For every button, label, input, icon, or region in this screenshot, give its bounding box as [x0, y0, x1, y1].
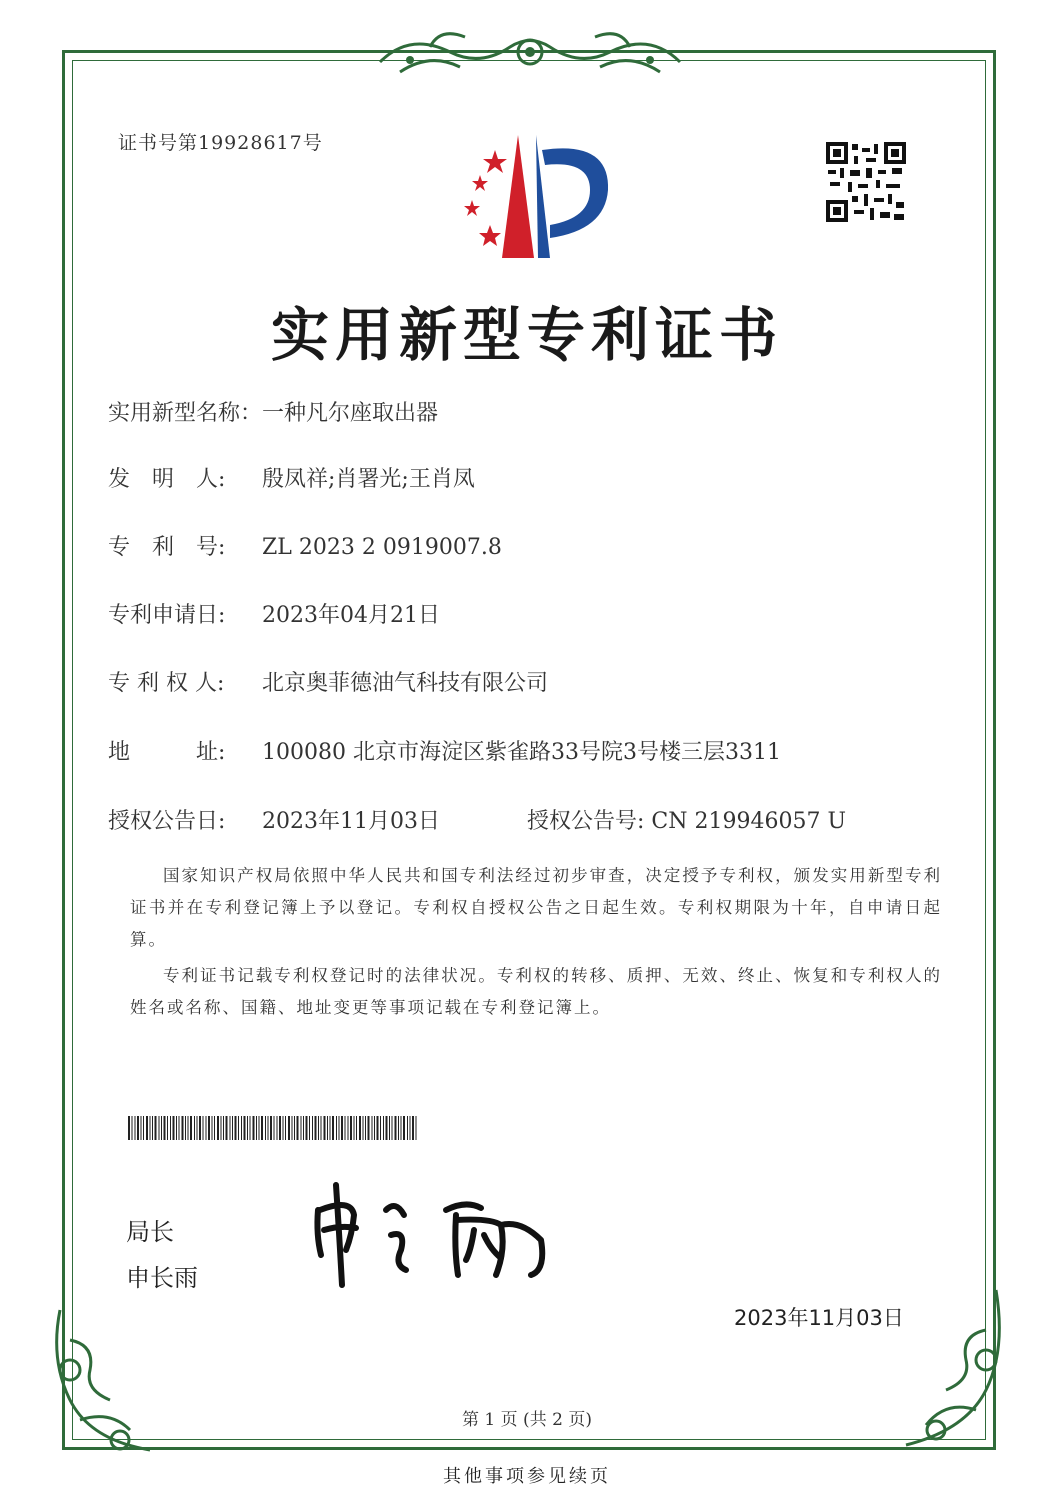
barcode-bar: [292, 1116, 293, 1140]
barcode-bar: [330, 1116, 331, 1140]
barcode-bar: [365, 1116, 366, 1140]
barcode-bar: [383, 1116, 384, 1140]
barcode-bar: [167, 1116, 168, 1140]
page-number: 第 1 页 (共 2 页): [462, 1410, 592, 1430]
barcode-bar: [214, 1116, 215, 1140]
barcode-bar: [265, 1116, 266, 1140]
field-value: CN 219946057 U: [651, 809, 847, 834]
barcode-bar: [132, 1116, 133, 1140]
barcode-bar: [261, 1116, 263, 1140]
barcode-bar: [230, 1116, 231, 1140]
barcode-bar: [336, 1116, 337, 1140]
barcode-bar: [297, 1116, 299, 1140]
field-value: 2023年04月21日: [262, 603, 440, 628]
barcode-bar: [386, 1116, 388, 1140]
barcode-bar: [137, 1116, 139, 1140]
barcode-bar: [312, 1116, 313, 1140]
field-label: 专利申请日:: [108, 603, 226, 628]
field-label: 专 利 权 人:: [108, 671, 225, 696]
field-label: 地 址:: [108, 740, 226, 765]
field-inventors: [108, 462, 475, 493]
field-label: 专 利 号:: [108, 535, 226, 560]
barcode-bar: [182, 1116, 184, 1140]
barcode-bar: [339, 1116, 340, 1140]
barcode-bar: [259, 1116, 260, 1140]
barcode-bar: [395, 1116, 397, 1140]
barcode-bar: [150, 1116, 151, 1140]
barcode-bar: [253, 1116, 255, 1140]
barcode-bar: [185, 1116, 186, 1140]
barcode-bar: [279, 1116, 281, 1140]
footer-note: 其他事项参见续页: [443, 1466, 611, 1487]
barcode-bar: [238, 1116, 239, 1140]
barcode-bar: [412, 1116, 414, 1140]
barcode-bar: [241, 1116, 242, 1140]
barcode-bar: [350, 1116, 352, 1140]
barcode-bar: [232, 1116, 233, 1140]
field-patentee: [108, 666, 548, 697]
qr-code-icon: [826, 142, 906, 222]
issue-date: 2023年11月03日: [734, 1306, 904, 1330]
paragraph-2: 专利证书记载专利权登记时的法律状况。专利权的转移、质押、无效、终止、恢复和专利权人的姓名或名称、国籍、地址变更等事项记载在专利登记簿上。: [130, 966, 942, 1017]
top-ornament: [370, 22, 690, 92]
barcode-bar: [354, 1116, 355, 1140]
barcode-bar: [301, 1116, 302, 1140]
barcode-bar: [190, 1116, 192, 1140]
barcode-bar: [221, 1116, 222, 1140]
barcode-bar: [332, 1116, 334, 1140]
field-application-date: [108, 598, 440, 629]
signatory-name: 申长雨: [126, 1264, 198, 1292]
field-value: 北京奥菲德油气科技有限公司: [262, 671, 549, 696]
field-patent-no: [108, 530, 502, 561]
barcode-bar: [363, 1116, 364, 1140]
barcode-bar: [164, 1116, 166, 1140]
barcode-bar: [380, 1116, 381, 1140]
barcode-bar: [226, 1116, 228, 1140]
barcode-bar: [410, 1116, 411, 1140]
barcode-bar: [244, 1116, 246, 1140]
barcode-bar: [389, 1116, 390, 1140]
barcode-bar: [268, 1116, 269, 1140]
field-value: 100080 北京市海淀区紫雀路33号院3号楼三层3311: [262, 740, 781, 765]
barcode-bar: [159, 1116, 160, 1140]
barcode-bar: [359, 1116, 361, 1140]
field-value: 2023年11月03日: [262, 809, 440, 834]
barcode-bar: [348, 1116, 349, 1140]
barcode-bar: [288, 1116, 290, 1140]
barcode-bar: [173, 1116, 175, 1140]
barcode-bar: [306, 1116, 308, 1140]
bottom-left-ornament: [40, 1300, 190, 1470]
barcode-bar: [345, 1116, 346, 1140]
barcode-bar: [321, 1116, 322, 1140]
barcode-bar: [270, 1116, 272, 1140]
field-value: ZL 2023 2 0919007.8: [262, 535, 502, 560]
barcode-bar: [212, 1116, 213, 1140]
barcode-bar: [128, 1116, 130, 1140]
barcode-bar: [197, 1116, 198, 1140]
barcode-bar: [247, 1116, 248, 1140]
barcode-bar: [176, 1116, 177, 1140]
barcode-bar: [250, 1116, 251, 1140]
barcode-bar: [141, 1116, 142, 1140]
barcode-bar: [416, 1116, 417, 1140]
field-grant-no: [527, 804, 846, 835]
certificate-title: 实用新型专利证书: [270, 301, 783, 369]
field-label: 发 明 人:: [108, 467, 226, 492]
barcode-bar: [403, 1116, 405, 1140]
barcode-bar: [135, 1116, 136, 1140]
barcode-icon: [128, 1116, 418, 1140]
barcode-bar: [315, 1116, 317, 1140]
barcode-bar: [203, 1116, 204, 1140]
barcode-bar: [206, 1116, 207, 1140]
barcode-bar: [256, 1116, 257, 1140]
field-grant-date: [108, 804, 440, 835]
barcode-bar: [303, 1116, 304, 1140]
barcode-bar: [155, 1116, 157, 1140]
barcode-bar: [368, 1116, 370, 1140]
barcode-bar: [188, 1116, 189, 1140]
barcode-bar: [152, 1116, 153, 1140]
barcode-bar: [398, 1116, 399, 1140]
barcode-bar: [143, 1116, 144, 1140]
barcode-bar: [309, 1116, 310, 1140]
barcode-bar: [161, 1116, 162, 1140]
barcode-bar: [374, 1116, 375, 1140]
field-address: [108, 735, 781, 766]
barcode-bar: [356, 1116, 357, 1140]
barcode-bar: [401, 1116, 402, 1140]
cnipa-logo-icon: [450, 130, 620, 260]
barcode-bar: [217, 1116, 219, 1140]
barcode-bar: [223, 1116, 224, 1140]
barcode-bar: [179, 1116, 180, 1140]
certificate-number: 证书号第19928617号: [118, 132, 323, 154]
handwritten-signature: [306, 1180, 556, 1290]
barcode-bar: [341, 1116, 343, 1140]
field-name: [108, 396, 438, 427]
signatory-title: 局长: [126, 1218, 174, 1246]
barcode-bar: [318, 1116, 319, 1140]
barcode-bar: [194, 1116, 195, 1140]
barcode-bar: [324, 1116, 326, 1140]
barcode-bar: [285, 1116, 286, 1140]
paragraph-1: 国家知识产权局依照中华人民共和国专利法经过初步审查，决定授予专利权，颁发实用新型专利证书并在专利登记簿上予以登记。专利权自授权公告之日起生效。专利权期限为十年，自申请日起算。: [130, 866, 942, 949]
field-label: 授权公告日:: [108, 809, 226, 834]
field-label: 授权公告号:: [527, 809, 645, 834]
field-value: 殷凤祥;肖署光;王肖凤: [262, 467, 475, 492]
field-label: 实用新型名称：: [108, 401, 263, 426]
barcode-bar: [407, 1116, 408, 1140]
barcode-bar: [377, 1116, 379, 1140]
field-value: 一种凡尔座取出器: [262, 401, 439, 426]
barcode-bar: [199, 1116, 201, 1140]
barcode-bar: [277, 1116, 278, 1140]
barcode-bar: [372, 1116, 373, 1140]
barcode-bar: [274, 1116, 275, 1140]
barcode-bar: [235, 1116, 237, 1140]
barcode-bar: [327, 1116, 328, 1140]
barcode-bar: [392, 1116, 393, 1140]
barcode-bar: [170, 1116, 171, 1140]
barcode-bar: [294, 1116, 295, 1140]
barcode-bar: [146, 1116, 148, 1140]
barcode-bar: [208, 1116, 210, 1140]
barcode-bar: [283, 1116, 284, 1140]
